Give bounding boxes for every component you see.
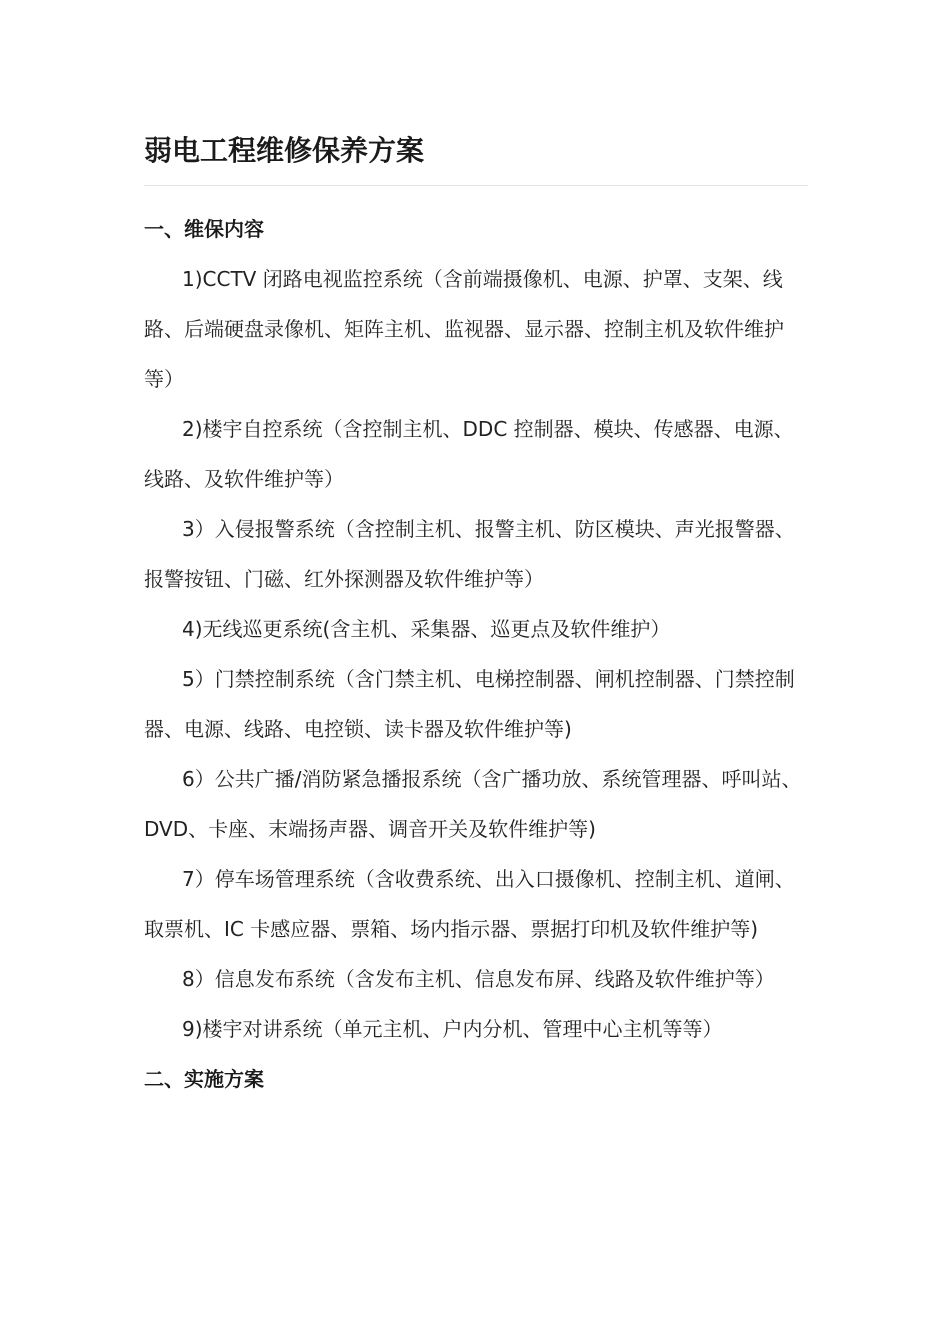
- list-item-information-display: 8）信息发布系统（含发布主机、信息发布屏、线路及软件维护等）: [182, 967, 775, 991]
- list-item-public-broadcast: 6）公共广播/消防紧急播报系统（含广播功放、系统管理器、呼叫站、DVD、卡座、末端扬声器、调音开关及软件维护等): [144, 767, 802, 841]
- list-item-parking-management: 7）停车场管理系统（含收费系统、出入口摄像机、控制主机、道闸、取票机、IC 卡感应器、票箱、场内指示器、票据打印机及软件维护等): [144, 867, 795, 941]
- list-item-access-control: 5）门禁控制系统（含门禁主机、电梯控制器、闸机控制器、门禁控制器、电源、线路、电控锁、读卡器及软件维护等): [144, 667, 795, 741]
- section-heading-maintenance-content: 一、维保内容: [144, 217, 264, 241]
- title-divider: [144, 185, 808, 186]
- document-title: 弱电工程维修保养方案: [144, 134, 425, 167]
- list-item-building-automation: 2)楼宇自控系统（含控制主机、DDC 控制器、模块、传感器、电源、线路、及软件维护等）: [144, 417, 794, 491]
- list-item-cctv: 1)CCTV 闭路电视监控系统（含前端摄像机、电源、护罩、支架、线路、后端硬盘录像机、矩阵主机、监视器、显示器、控制主机及软件维护等）: [144, 267, 784, 391]
- section-heading-implementation-plan: 二、实施方案: [144, 1067, 264, 1091]
- list-item-wireless-patrol: 4)无线巡更系统(含主机、采集器、巡更点及软件维护）: [182, 617, 671, 641]
- list-item-intercom: 9)楼宇对讲系统（单元主机、户内分机、管理中心主机等等）: [182, 1017, 723, 1041]
- list-item-intrusion-alarm: 3）入侵报警系统（含控制主机、报警主机、防区模块、声光报警器、报警按钮、门磁、红外探测器及软件维护等）: [144, 517, 795, 591]
- document-body: [144, 204, 808, 1104]
